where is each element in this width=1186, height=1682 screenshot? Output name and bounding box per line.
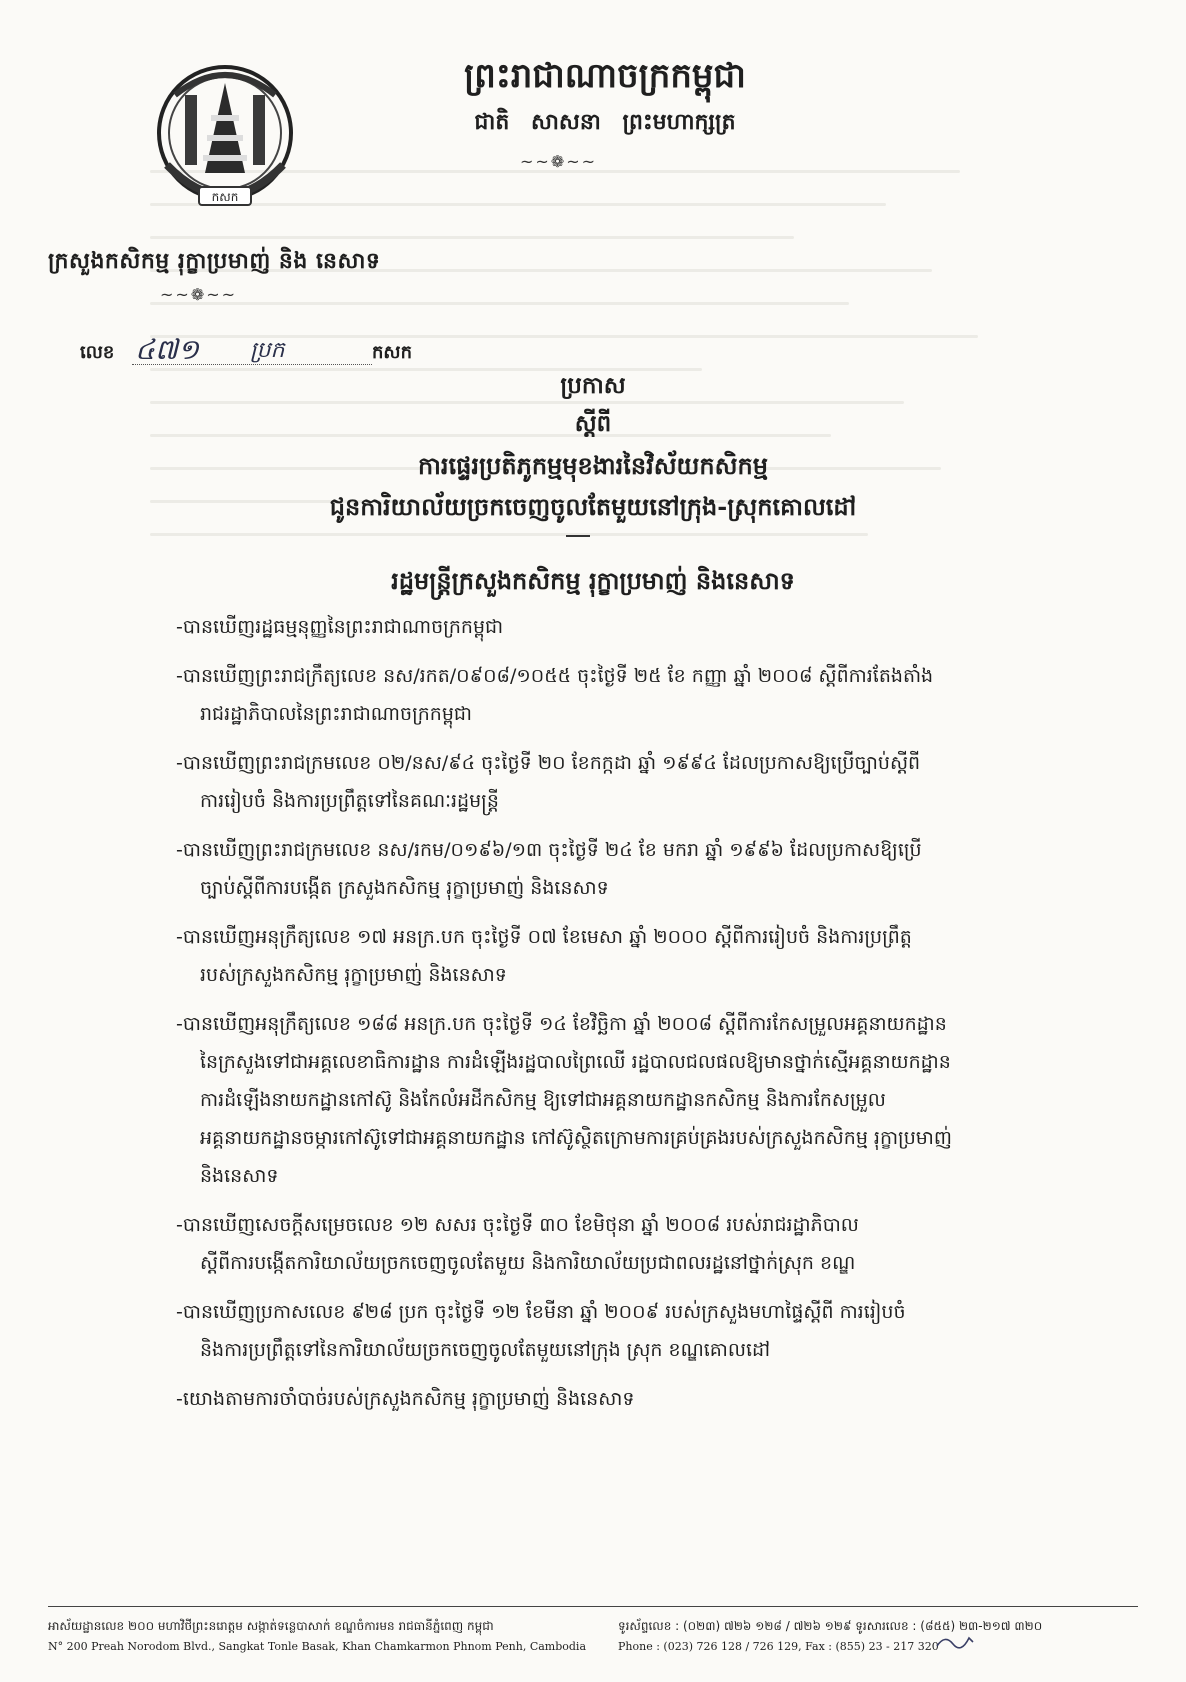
- footer-phone-en: Phone : (023) 726 128 / 726 129, Fax : (855) 23 - 217 320: [618, 1640, 939, 1653]
- footer-address-en: N° 200 Preah Norodom Blvd., Sangkat Tonle Basak, Khan Chamkarmon Phnom Penh, Cambodia: [48, 1640, 587, 1653]
- preamble-line: -យោងតាមការចាំបាច់របស់ក្រសួងកសិកម្ម រុក្ខាប្រមាញ់ និងនេសាទ: [176, 1388, 635, 1410]
- preamble-line: ការដំឡើងនាយកដ្ឋានកៅស៊ូ និងកែលំអដីកសិកម្ម ឱ្យទៅជាអគ្គនាយកដ្ឋានកសិកម្ម និងការកែសម្រួល: [200, 1089, 886, 1111]
- preamble-item: [176, 657, 1016, 733]
- title-divider: [566, 535, 590, 537]
- kingdom-heading: ព្រះរាជាណាចក្រកម្ពុជា: [464, 56, 746, 96]
- preamble-line: ស្តីពីការបង្កើតការិយាល័យច្រកចេញចូលតែមួយ និងការិយាល័យប្រជាពលរដ្ឋនៅថ្នាក់ស្រុក ខណ្ឌ: [200, 1252, 856, 1274]
- reference-dotted-line: [132, 364, 372, 365]
- subject-line-2: ជូនការិយាល័យច្រកចេញចូលតែមួយនៅក្រុង-ស្រុកគោលដៅ: [329, 492, 857, 521]
- preamble-item: [176, 744, 1016, 820]
- reference-handwritten-code: ប្រក: [250, 338, 285, 363]
- preamble-line: -បានឃើញព្រះរាជក្រឹត្យលេខ នស/រកត/០៩០៨/១០៥៥ ចុះថ្ងៃទី ២៥ ខែ កញ្ញា ឆ្នាំ ២០០៨ ស្តីពីការតែងតាំង: [176, 665, 934, 687]
- preamble-line: និងនេសាទ: [200, 1165, 279, 1187]
- preamble-item: [176, 831, 1016, 907]
- preamble-line: -បានឃើញសេចក្តីសម្រេចលេខ ១២ សសរ ចុះថ្ងៃទី ៣០ ខែមិថុនា ឆ្នាំ ២០០៨ របស់រាជរដ្ឋាភិបាល: [176, 1214, 859, 1236]
- document-type: ប្រកាស: [560, 372, 626, 399]
- preamble-line: និងការប្រព្រឹត្តទៅនៃការិយាល័យច្រកចេញចូលតែមួយនៅក្រុង ស្រុក ខណ្ឌគោលដៅ: [200, 1339, 771, 1361]
- preamble-item: [176, 1380, 1016, 1418]
- reference-suffix: កសក: [372, 342, 412, 363]
- preamble-line: -បានឃើញព្រះរាជក្រមលេខ ០២/នស/៩៤ ចុះថ្ងៃទី ២០ ខែកក្កដា ឆ្នាំ ១៩៩៤ ដែលប្រកាសឱ្យប្រើច្បាប់ស្តីពី: [176, 752, 921, 774]
- preamble-line: រាជរដ្ឋាភិបាលនៃព្រះរាជាណាចក្រកម្ពុជា: [200, 703, 473, 725]
- preamble-item: [176, 1206, 1016, 1282]
- initial-signature-icon: [935, 1632, 975, 1652]
- subject-line-1: ការផ្ទេរប្រតិភូកម្មមុខងារនៃវិស័យកសិកម្ម: [418, 451, 768, 480]
- emblem-label: កសក: [211, 190, 239, 204]
- preamble-item: [176, 1005, 1016, 1195]
- preamble-line: របស់ក្រសួងកសិកម្ម រុក្ខាប្រមាញ់ និងនេសាទ: [200, 964, 507, 986]
- preamble-line: -បានឃើញអនុក្រឹត្យលេខ ១៧ អនក្រ.បក ចុះថ្ងៃទី ០៧ ខែមេសា ឆ្នាំ ២០០០ ស្តីពីការរៀបចំ និងការប្រព្រឹត្ត: [176, 926, 912, 948]
- reference-label: លេខ: [80, 342, 115, 363]
- preamble-line: -បានឃើញរដ្ឋធម្មនុញ្ញនៃព្រះរាជាណាចក្រកម្ពុជា: [176, 616, 504, 638]
- about-label: ស្តីពី: [574, 410, 612, 437]
- preamble-list: [176, 608, 1016, 1429]
- preamble-item: [176, 1293, 1016, 1369]
- reference-handwritten-number: ៤៧១: [135, 333, 199, 366]
- preamble-line: នៃក្រសួងទៅជាអគ្គលេខាធិការដ្ឋាន ការដំឡើងរដ្ឋបាលព្រៃឈើ រដ្ឋបាលជលផលឱ្យមានថ្នាក់ស្មើអគ្គនាយកដ្ឋាន: [200, 1051, 951, 1073]
- preamble-line: -បានឃើញព្រះរាជក្រមលេខ នស/រកម/០១៩៦/១៣ ចុះថ្ងៃទី ២៤ ខែ មករា ឆ្នាំ ១៩៩៦ ដែលប្រកាសឱ្យប្រើ: [176, 839, 922, 861]
- ornament-divider: ~~❁~~: [160, 285, 238, 304]
- preamble-item: [176, 608, 1016, 646]
- footer-address-km: អាស័យដ្ឋានលេខ ២០០ មហាវិថីព្រះនរោត្តម សង្កាត់ទន្លេបាសាក់ ខណ្ឌចំការមន រាជធានីភ្នំពេញ កម្ពុជា: [48, 1619, 494, 1633]
- preamble-line: អគ្គនាយកដ្ឋានចម្ការកៅស៊ូទៅជាអគ្គនាយកដ្ឋាន កៅស៊ូស្ថិតក្រោមការគ្រប់គ្រងរបស់ក្រសួងកសិកម្ម រុក្ខាប្រមាញ់: [200, 1127, 952, 1149]
- national-motto: ជាតិ សាសនា ព្រះមហាក្សត្រ: [474, 109, 736, 135]
- preamble-line: ច្បាប់ស្តីពីការបង្កើត ក្រសួងកសិកម្ម រុក្ខាប្រមាញ់ និងនេសាទ: [200, 877, 609, 899]
- ministry-name: ក្រសួងកសិកម្ម រុក្ខាប្រមាញ់ និង នេសាទ: [48, 248, 381, 274]
- preamble-item: [176, 918, 1016, 994]
- preamble-line: -បានឃើញប្រកាសលេខ ៩២៨ ប្រក ចុះថ្ងៃទី ១២ ខែមីនា ឆ្នាំ ២០០៩ របស់ក្រសួងមហាផ្ទៃស្តីពី ការរៀបចំ: [176, 1301, 906, 1323]
- footer-divider: [48, 1606, 1138, 1607]
- royal-coat-of-arms-icon: [145, 55, 305, 235]
- footer-phone-km: ទូរស័ព្ទលេខ : (០២៣) ៧២៦ ១២៨ / ៧២៦ ១២៩ ទូរសារលេខ : (៨៥៥) ២៣-២១៧ ៣២០: [618, 1619, 1043, 1633]
- minister-title: រដ្ឋមន្ត្រីក្រសួងកសិកម្ម រុក្ខាប្រមាញ់ និងនេសាទ: [391, 566, 795, 595]
- ornament-divider-right: ~~❁~~: [520, 152, 598, 171]
- reference-number: [80, 332, 410, 372]
- preamble-line: ការរៀបចំ និងការប្រព្រឹត្តទៅនៃគណៈរដ្ឋមន្ត្រី: [200, 790, 499, 812]
- preamble-line: -បានឃើញអនុក្រឹត្យលេខ ១៨៨ អនក្រ.បក ចុះថ្ងៃទី ១៤ ខែវិច្ឆិកា ឆ្នាំ ២០០៨ ស្តីពីការកែសម្រួលអគ្គនាយកដ្ឋាន: [176, 1013, 947, 1035]
